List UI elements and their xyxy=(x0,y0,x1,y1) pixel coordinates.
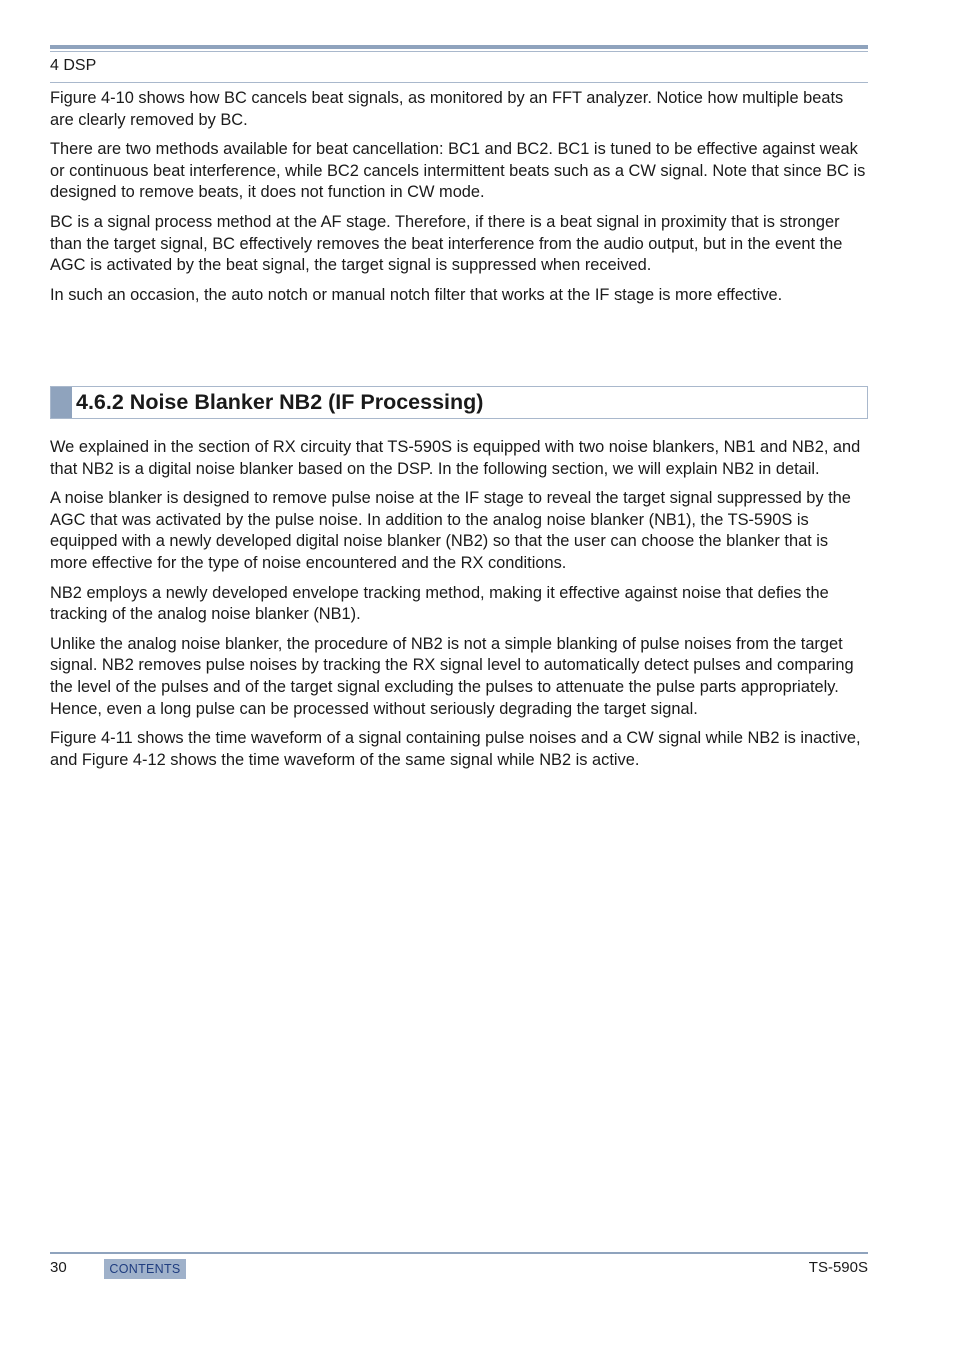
paragraph: In such an occasion, the auto notch or manual notch filter that works at the IF stage is more effective. xyxy=(50,285,783,304)
section-heading xyxy=(50,386,868,419)
paragraph: A noise blanker is designed to remove pulse noise at the IF stage to reveal the target signal suppressed by the AGC that was activated by the pulse noise. In addition to the analog noise blanker (NB1), the TS-590S is equipped with a newly developed digital noise blanker (NB2) so that the user can choose the blanker that is more effective for the type of noise encountered and the RX conditions. xyxy=(50,489,851,572)
paragraph: BC is a signal process method at the AF stage. Therefore, if there is a beat signal in proximity that is stronger than the target signal, BC effectively removes the beat interference from the audio output, but in the event the AGC is activated by the beat signal, the target signal is suppressed when received. xyxy=(50,212,843,275)
top-rule-thin xyxy=(50,51,868,52)
page-number: 30 xyxy=(50,1259,67,1276)
header-rule xyxy=(50,82,868,83)
paragraph: NB2 employs a newly developed envelope tracking method, making it effective against noise that defies the tracking of the analog noise blanker (NB1). xyxy=(50,583,829,624)
footer-rule xyxy=(50,1252,868,1254)
section-text xyxy=(50,437,870,779)
paragraph: Figure 4-11 shows the time waveform of a signal containing pulse noises and a CW signal while NB2 is inactive, and Figure 4-12 shows the time waveform of the same signal while NB2 is active. xyxy=(50,729,861,769)
paragraph: Unlike the analog noise blanker, the procedure of NB2 is not a simple blanking of pulse noises from the target signal. NB2 removes pulse noises by tracking the RX signal level to automatically detect pulses and comparing the level of the pulses and of the target signal excluding the pulses to attenuate the pulse parts appropriately. Hence, even a long pulse can be processed without seriously degrading the target signal. xyxy=(50,634,854,718)
paragraph: Figure 4-10 shows how BC cancels beat signals, as monitored by an FFT analyzer. Notice how multiple beats are clearly removed by BC. xyxy=(50,89,844,129)
top-rule xyxy=(50,45,868,49)
footer-model-name: TS-590S xyxy=(808,1259,868,1276)
heading-accent-bar xyxy=(51,387,72,418)
contents-button[interactable]: CONTENTS xyxy=(104,1259,186,1279)
paragraph: We explained in the section of RX circuity that TS-590S is equipped with two noise blankers, NB1 and NB2, and that NB2 is a digital noise blanker based on the DSP. In the following section, we will explain NB2 in detail. xyxy=(50,438,861,478)
paragraph: There are two methods available for beat cancellation: BC1 and BC2. BC1 is tuned to be effective against weak or continuous beat interference, while BC2 cancels intermittent beats such as a CW signal. Note that since BC is designed to remove beats, it does not function in CW mode. xyxy=(50,140,866,202)
running-header: 4 DSP xyxy=(50,57,97,74)
section-title: 4.6.2 Noise Blanker NB2 (IF Processing) xyxy=(76,390,484,414)
intro-text xyxy=(50,88,870,314)
